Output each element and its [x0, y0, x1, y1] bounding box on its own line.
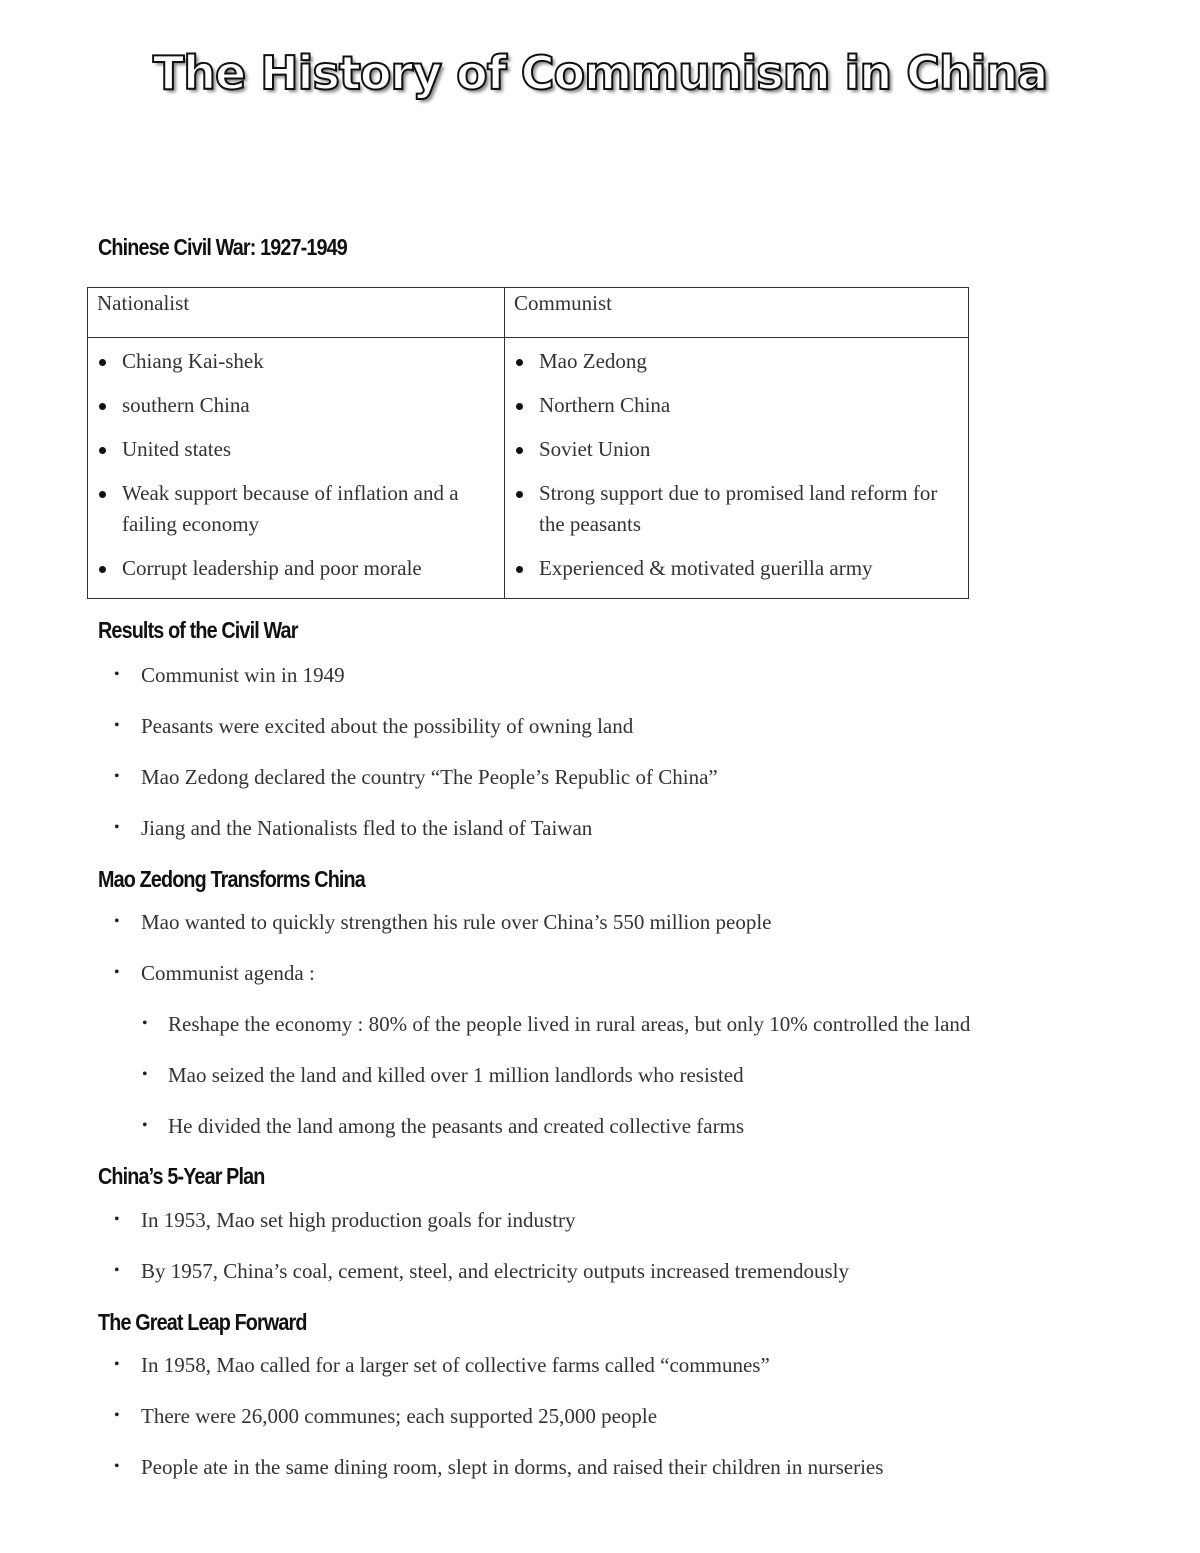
list-item: Northern China	[513, 390, 956, 421]
list-item: • Communist win in 1949	[114, 663, 345, 687]
bullet-icon: •	[114, 1356, 120, 1373]
results-heading: Results of the Civil War	[98, 617, 298, 643]
list-item: Corrupt leadership and poor morale	[96, 553, 492, 584]
bullet-icon: •	[142, 1066, 148, 1083]
bullet-icon: •	[114, 913, 120, 930]
five-year-heading: China’s 5-Year Plan	[98, 1163, 265, 1189]
page-title: The History of Communism in China	[152, 46, 1048, 100]
bullet-icon: •	[114, 768, 120, 785]
nationalist-cell	[88, 338, 505, 599]
bullet-icon	[516, 359, 523, 366]
list-item: • Jiang and the Nationalists fled to the island of Taiwan	[114, 816, 593, 840]
bullet-icon: •	[114, 1407, 120, 1424]
list-item: Chiang Kai-shek	[96, 346, 492, 377]
list-item: • Mao Zedong declared the country “The People’s Republic of China”	[114, 765, 718, 789]
bullet-icon	[99, 566, 106, 573]
sub-list-item: • He divided the land among the peasants and created collective farms	[142, 1114, 745, 1138]
civil-war-heading: Chinese Civil War: 1927-1949	[98, 234, 347, 260]
nationalist-list	[88, 338, 504, 598]
header-cell-communist: Communist	[505, 288, 969, 338]
bullet-icon	[516, 491, 523, 498]
bullet-icon: •	[142, 1015, 148, 1032]
list-item: • Peasants were excited about the possibility of owning land	[114, 714, 634, 738]
table-header-row	[88, 288, 969, 338]
bullet-icon: •	[142, 1117, 148, 1134]
bullet-icon: •	[114, 964, 120, 981]
great-leap-heading: The Great Leap Forward	[98, 1309, 307, 1335]
bullet-icon: •	[114, 1211, 120, 1228]
list-item: Experienced & motivated guerilla army	[513, 553, 956, 584]
list-item: • Mao wanted to quickly strengthen his rule over China’s 550 million people	[114, 910, 772, 934]
list-item: southern China	[96, 390, 492, 421]
civil-war-table	[87, 287, 969, 599]
bullet-icon	[99, 447, 106, 454]
communist-cell	[505, 338, 969, 599]
bullet-icon: •	[114, 666, 120, 683]
list-item: Weak support because of inflation and a failing economy	[96, 478, 492, 540]
bullet-icon: •	[114, 717, 120, 734]
bullet-icon	[99, 359, 106, 366]
table-body-row	[88, 338, 969, 599]
list-item: Mao Zedong	[513, 346, 956, 377]
bullet-icon: •	[114, 819, 120, 836]
list-item: • In 1953, Mao set high production goals for industry	[114, 1208, 576, 1232]
bullet-icon	[99, 491, 106, 498]
sub-list-item: • Mao seized the land and killed over 1 million landlords who resisted	[142, 1063, 744, 1087]
transforms-heading: Mao Zedong Transforms China	[98, 866, 365, 892]
sub-list-item: • Reshape the economy : 80% of the people lived in rural areas, but only 10% controlled the land	[142, 1012, 971, 1036]
bullet-icon	[99, 403, 106, 410]
list-item: • By 1957, China’s coal, cement, steel, and electricity outputs increased tremendously	[114, 1259, 849, 1283]
list-item: Strong support due to promised land reform for the peasants	[513, 478, 956, 540]
bullet-icon	[516, 566, 523, 573]
list-item: Soviet Union	[513, 434, 956, 465]
communist-list	[505, 338, 968, 598]
bullet-icon: •	[114, 1262, 120, 1279]
header-cell-nationalist: Nationalist	[88, 288, 505, 338]
list-item: • Communist agenda :	[114, 961, 315, 985]
list-item: United states	[96, 434, 492, 465]
list-item: • In 1958, Mao called for a larger set of collective farms called “communes”	[114, 1353, 770, 1377]
bullet-icon	[516, 447, 523, 454]
bullet-icon	[516, 403, 523, 410]
list-item: • There were 26,000 communes; each supported 25,000 people	[114, 1404, 658, 1428]
list-item: • People ate in the same dining room, slept in dorms, and raised their children in nurseries	[114, 1455, 884, 1479]
bullet-icon: •	[114, 1458, 120, 1475]
